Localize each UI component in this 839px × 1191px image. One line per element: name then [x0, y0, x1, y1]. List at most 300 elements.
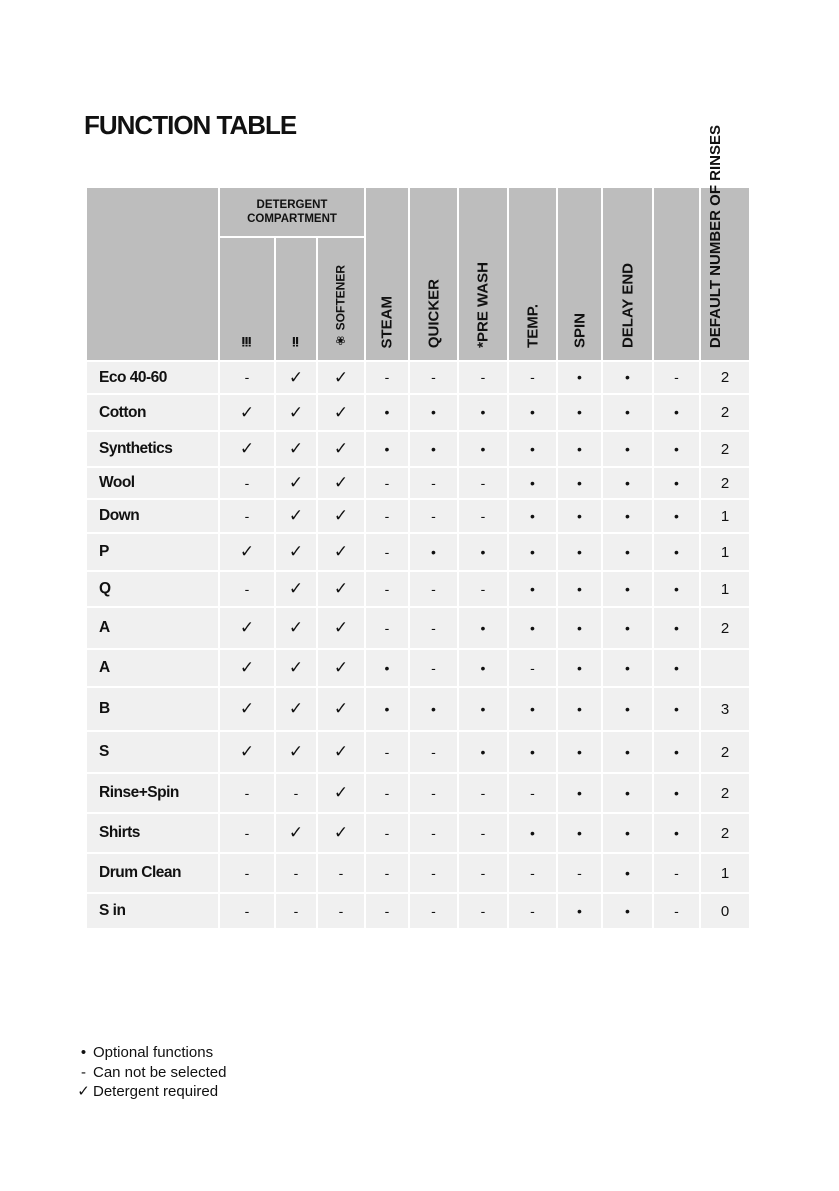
dash-icon: -	[431, 902, 436, 919]
table-cell	[219, 649, 275, 687]
table-cell	[602, 813, 653, 853]
program-name: Synthetics	[86, 431, 219, 467]
dot-icon: •	[577, 784, 582, 801]
table-cell	[365, 571, 409, 607]
dash-icon: -	[431, 784, 436, 801]
table-cell	[508, 773, 557, 813]
dot-icon: •	[674, 784, 679, 801]
check-icon: ✓	[288, 658, 304, 677]
table-cell	[317, 649, 365, 687]
dot-icon: •	[530, 404, 535, 420]
table-cell	[219, 394, 275, 431]
table-cell	[365, 499, 409, 533]
check-icon: ✓	[288, 402, 304, 422]
table-cell	[219, 731, 275, 773]
dot-icon: •	[625, 784, 630, 801]
table-cell	[508, 649, 557, 687]
quicker-column-header	[409, 187, 458, 361]
rinse-count: 0	[720, 902, 730, 920]
dot-icon: •	[674, 619, 679, 636]
dash-icon: -	[530, 902, 535, 919]
table-cell	[557, 431, 602, 467]
table-cell	[602, 773, 653, 813]
table-cell	[219, 893, 275, 929]
table-cell	[219, 607, 275, 649]
rinse-count: 2	[720, 824, 730, 842]
check-icon: ✓	[239, 742, 255, 761]
table-cell	[317, 467, 365, 499]
table-cell	[700, 533, 750, 571]
check-icon: ✓	[288, 579, 304, 598]
table-cell	[653, 361, 700, 394]
dot-icon: •	[530, 543, 535, 560]
table-cell	[409, 773, 458, 813]
program-header-cell	[86, 187, 219, 361]
dot-icon: •	[577, 474, 582, 491]
table-cell	[365, 649, 409, 687]
dash-icon: -	[244, 784, 250, 801]
dot-icon: •	[625, 543, 630, 560]
dot-icon: •	[625, 659, 630, 676]
dot-icon: •	[431, 404, 436, 420]
dash-icon: -	[244, 824, 250, 841]
dash-icon: -	[480, 507, 486, 524]
table-cell	[557, 571, 602, 607]
dash-icon: -	[384, 474, 390, 491]
dash-icon: -	[480, 580, 486, 597]
default-rinses-column-header	[700, 124, 750, 361]
table-cell	[458, 394, 508, 431]
dash-icon: -	[480, 474, 486, 491]
table-cell	[317, 687, 365, 731]
table-cell	[700, 431, 750, 467]
table-cell	[458, 431, 508, 467]
table-row	[86, 893, 750, 929]
table-row	[86, 431, 750, 467]
table-cell	[275, 571, 317, 607]
table-cell	[409, 533, 458, 571]
table-cell	[317, 773, 365, 813]
check-icon: ✓	[333, 506, 349, 525]
dot-icon: •	[577, 404, 582, 420]
dash-icon: -	[480, 864, 486, 881]
dot-icon: •	[625, 580, 630, 597]
dash-icon: -	[384, 824, 390, 841]
dash-icon: -	[244, 864, 250, 881]
table-cell	[275, 467, 317, 499]
table-cell	[409, 394, 458, 431]
table-cell	[653, 649, 700, 687]
dot-icon: •	[577, 902, 582, 919]
table-cell	[409, 431, 458, 467]
table-cell	[508, 431, 557, 467]
check-icon: ✓	[333, 542, 349, 561]
dot-icon: •	[674, 404, 679, 420]
dash-icon: -	[431, 474, 436, 491]
table-cell	[557, 467, 602, 499]
legend-text: Can not be selected	[93, 1063, 227, 1081]
dot-icon: •	[625, 404, 630, 420]
check-icon: ✓	[333, 699, 349, 718]
table-cell	[602, 893, 653, 929]
table-cell	[458, 649, 508, 687]
table-cell	[508, 467, 557, 499]
table-cell	[508, 731, 557, 773]
table-cell	[365, 431, 409, 467]
flower-icon: ❀	[333, 330, 348, 348]
dot-icon: •	[530, 743, 535, 760]
table-cell	[508, 607, 557, 649]
default-rinses-label: DEFAULT NUMBER OF RINSES	[707, 124, 724, 348]
dash-icon: -	[244, 902, 250, 919]
table-cell	[508, 813, 557, 853]
delay-end-label: DELAY END	[619, 262, 636, 348]
function-table-body	[86, 361, 750, 929]
table-cell	[557, 499, 602, 533]
table-cell	[602, 853, 653, 893]
dash-icon: -	[674, 902, 679, 919]
table-cell	[365, 731, 409, 773]
check-icon: ✓	[77, 1083, 90, 1100]
dot-icon: •	[577, 507, 582, 524]
check-icon: ✓	[239, 402, 255, 422]
check-icon: ✓	[333, 658, 349, 677]
table-cell	[317, 607, 365, 649]
table-cell	[275, 431, 317, 467]
table-cell	[700, 853, 750, 893]
table-cell	[219, 853, 275, 893]
dot-icon: •	[625, 864, 630, 881]
dash-icon: -	[674, 864, 679, 881]
check-icon: ✓	[239, 439, 255, 458]
dot-icon: •	[530, 580, 535, 597]
dash-icon: -	[384, 743, 390, 760]
dot-icon: •	[674, 507, 679, 524]
dash-icon: -	[244, 369, 250, 385]
dot-icon: •	[480, 700, 486, 717]
table-cell	[602, 687, 653, 731]
legend-item	[76, 1043, 226, 1063]
dot-icon: •	[674, 659, 679, 676]
rinse-count: 2	[720, 784, 730, 802]
table-cell	[653, 893, 700, 929]
table-cell	[653, 853, 700, 893]
dash-icon: -	[674, 369, 679, 385]
table-cell	[653, 431, 700, 467]
table-cell	[653, 499, 700, 533]
check-icon: ✓	[288, 742, 304, 761]
table-row	[86, 853, 750, 893]
table-cell	[365, 607, 409, 649]
table-cell	[365, 361, 409, 394]
temp-label: TEMP.	[524, 304, 541, 348]
dash-icon: -	[480, 784, 486, 801]
table-cell	[508, 394, 557, 431]
table-cell	[458, 607, 508, 649]
check-icon: ✓	[333, 618, 349, 637]
spin-label: SPIN	[571, 312, 588, 348]
dot-icon: •	[431, 440, 436, 457]
dash-icon: -	[384, 864, 390, 881]
table-cell	[602, 431, 653, 467]
table-cell	[275, 499, 317, 533]
page-title: FUNCTION TABLE	[84, 110, 297, 140]
table-cell	[275, 607, 317, 649]
dot-icon: •	[431, 543, 436, 560]
dot-icon: •	[577, 700, 582, 717]
dot-icon: •	[625, 440, 630, 457]
prewash-column-header	[458, 187, 508, 361]
table-cell	[700, 649, 750, 687]
table-cell	[275, 533, 317, 571]
table-cell	[409, 499, 458, 533]
dot-icon: •	[625, 619, 630, 636]
table-cell	[700, 687, 750, 731]
table-cell	[409, 687, 458, 731]
dot-icon: •	[625, 507, 630, 524]
program-name: P	[86, 533, 219, 571]
program-name: Down	[86, 499, 219, 533]
dash-icon: -	[293, 864, 299, 881]
blank-column-header	[653, 187, 700, 361]
table-cell	[275, 893, 317, 929]
check-icon: ✓	[288, 618, 304, 637]
check-icon: ✓	[288, 506, 304, 525]
check-icon: ✓	[239, 542, 255, 561]
program-name: Q	[86, 571, 219, 607]
rinse-count: 2	[720, 404, 730, 421]
table-cell	[653, 571, 700, 607]
table-cell	[365, 893, 409, 929]
table-cell	[508, 853, 557, 893]
steam-label: STEAM	[378, 295, 396, 348]
table-row	[86, 607, 750, 649]
table-cell	[365, 853, 409, 893]
table-cell	[365, 687, 409, 731]
rinse-count: 2	[720, 743, 730, 761]
table-cell	[557, 813, 602, 853]
table-row	[86, 687, 750, 731]
table-cell	[653, 687, 700, 731]
prewash-label: *PRE WASH	[474, 262, 492, 348]
program-name: Cotton	[86, 394, 219, 431]
dot-icon: •	[530, 440, 535, 457]
program-name: A	[86, 649, 219, 687]
dot-icon: •	[674, 824, 679, 841]
dot-icon: •	[480, 659, 486, 676]
table-cell	[365, 467, 409, 499]
table-cell	[557, 533, 602, 571]
rinse-count: 2	[720, 619, 730, 637]
table-cell	[700, 361, 750, 394]
table-cell	[458, 813, 508, 853]
table-cell	[508, 687, 557, 731]
dash-icon: -	[431, 369, 436, 385]
table-cell	[409, 853, 458, 893]
table-cell	[219, 499, 275, 533]
table-cell	[653, 813, 700, 853]
table-cell	[219, 467, 275, 499]
dash-icon: -	[480, 369, 486, 385]
rinse-count: 1	[720, 864, 730, 882]
table-cell	[557, 893, 602, 929]
table-cell	[317, 499, 365, 533]
dash-icon: -	[244, 580, 250, 597]
dot-icon: •	[674, 474, 679, 491]
table-cell	[508, 893, 557, 929]
table-cell	[458, 361, 508, 394]
table-cell	[602, 499, 653, 533]
dot-icon: •	[80, 1044, 87, 1061]
table-row	[86, 731, 750, 773]
table-row	[86, 361, 750, 394]
dot-icon: •	[480, 619, 486, 636]
quicker-label: QUICKER	[425, 278, 442, 348]
table-cell	[557, 773, 602, 813]
program-name: A	[86, 607, 219, 649]
softener-label: SOFTENER	[333, 265, 348, 331]
dash-icon: -	[577, 864, 582, 881]
program-name: Drum Clean	[86, 853, 219, 893]
program-name: S in	[86, 893, 219, 929]
dot-icon: •	[530, 474, 535, 491]
dash-icon: -	[384, 580, 390, 597]
dot-icon: •	[530, 619, 535, 636]
program-name: Shirts	[86, 813, 219, 853]
check-icon: ✓	[333, 367, 349, 387]
legend-text: Detergent required	[93, 1083, 219, 1100]
dash-icon: -	[431, 507, 436, 524]
table-cell	[557, 853, 602, 893]
table-cell	[700, 731, 750, 773]
table-cell	[317, 431, 365, 467]
table-cell	[409, 813, 458, 853]
dot-icon: •	[577, 824, 582, 841]
rinse-count: 2	[720, 440, 730, 458]
dash-icon: -	[244, 474, 250, 491]
table-cell	[409, 361, 458, 394]
dot-icon: •	[384, 659, 390, 676]
check-icon: ✓	[288, 439, 304, 458]
dot-icon: •	[674, 580, 679, 597]
dash-icon: -	[530, 369, 535, 385]
table-cell	[508, 499, 557, 533]
table-cell	[409, 731, 458, 773]
table-cell	[317, 394, 365, 431]
check-icon: ✓	[333, 579, 349, 598]
table-cell	[508, 533, 557, 571]
check-icon: ✓	[288, 367, 304, 387]
table-cell	[317, 571, 365, 607]
dot-icon: •	[625, 700, 630, 717]
table-cell	[317, 731, 365, 773]
table-cell	[602, 361, 653, 394]
softener-compartment-header	[317, 237, 365, 361]
table-cell	[458, 893, 508, 929]
dot-icon: •	[530, 824, 535, 841]
legend-text: Optional functions	[93, 1044, 214, 1061]
table-cell	[275, 731, 317, 773]
table-row	[86, 467, 750, 499]
dash-icon: -	[293, 902, 299, 919]
check-icon: ✓	[288, 823, 304, 842]
table-cell	[700, 499, 750, 533]
program-name: S	[86, 731, 219, 773]
table-cell	[700, 773, 750, 813]
dash-icon: -	[431, 743, 436, 760]
table-cell	[409, 467, 458, 499]
dash-icon: -	[431, 824, 436, 841]
dash-icon: -	[384, 619, 390, 636]
dash-icon: -	[431, 619, 436, 636]
rinse-count: 2	[720, 474, 730, 492]
table-cell	[458, 533, 508, 571]
main-wash-compartment-header	[219, 237, 275, 361]
dash-icon: -	[431, 580, 436, 597]
dash-icon: -	[480, 824, 486, 841]
table-cell	[557, 394, 602, 431]
rinse-count: 1	[720, 580, 730, 598]
table-cell	[409, 649, 458, 687]
prewash-compartment-header	[275, 237, 317, 361]
check-icon: ✓	[333, 783, 349, 802]
rinse-count: 1	[720, 507, 730, 525]
table-cell	[219, 533, 275, 571]
rinse-count: 1	[720, 543, 730, 561]
table-cell	[219, 361, 275, 394]
dash-icon: -	[384, 902, 390, 919]
table-cell	[602, 607, 653, 649]
table-cell	[365, 813, 409, 853]
table-cell	[219, 431, 275, 467]
table-cell	[653, 533, 700, 571]
check-icon: ✓	[239, 658, 255, 677]
dot-icon: •	[384, 404, 390, 420]
dot-icon: •	[625, 743, 630, 760]
table-cell	[317, 893, 365, 929]
dash-icon: -	[530, 659, 535, 676]
table-row	[86, 394, 750, 431]
dash-icon: -	[293, 784, 299, 801]
table-cell	[557, 731, 602, 773]
table-cell	[458, 773, 508, 813]
table-cell	[317, 361, 365, 394]
dot-icon: •	[480, 404, 486, 420]
table-row	[86, 499, 750, 533]
dash-icon: -	[431, 864, 436, 881]
table-cell	[557, 361, 602, 394]
table-cell	[700, 394, 750, 431]
table-cell	[409, 893, 458, 929]
dash-icon: -	[338, 864, 344, 881]
table-cell	[602, 571, 653, 607]
dash-icon: -	[384, 507, 390, 524]
table-cell	[602, 467, 653, 499]
check-icon: ✓	[333, 473, 349, 492]
table-cell	[557, 607, 602, 649]
table-cell	[219, 773, 275, 813]
dash-icon: -	[81, 1063, 86, 1081]
check-icon: ✓	[333, 823, 349, 842]
table-cell	[700, 467, 750, 499]
table-row	[86, 571, 750, 607]
table-cell	[275, 813, 317, 853]
table-cell	[365, 773, 409, 813]
rinse-count: 3	[720, 700, 730, 718]
softener-label-wrap	[333, 265, 350, 348]
table-cell	[458, 499, 508, 533]
table-cell	[700, 571, 750, 607]
